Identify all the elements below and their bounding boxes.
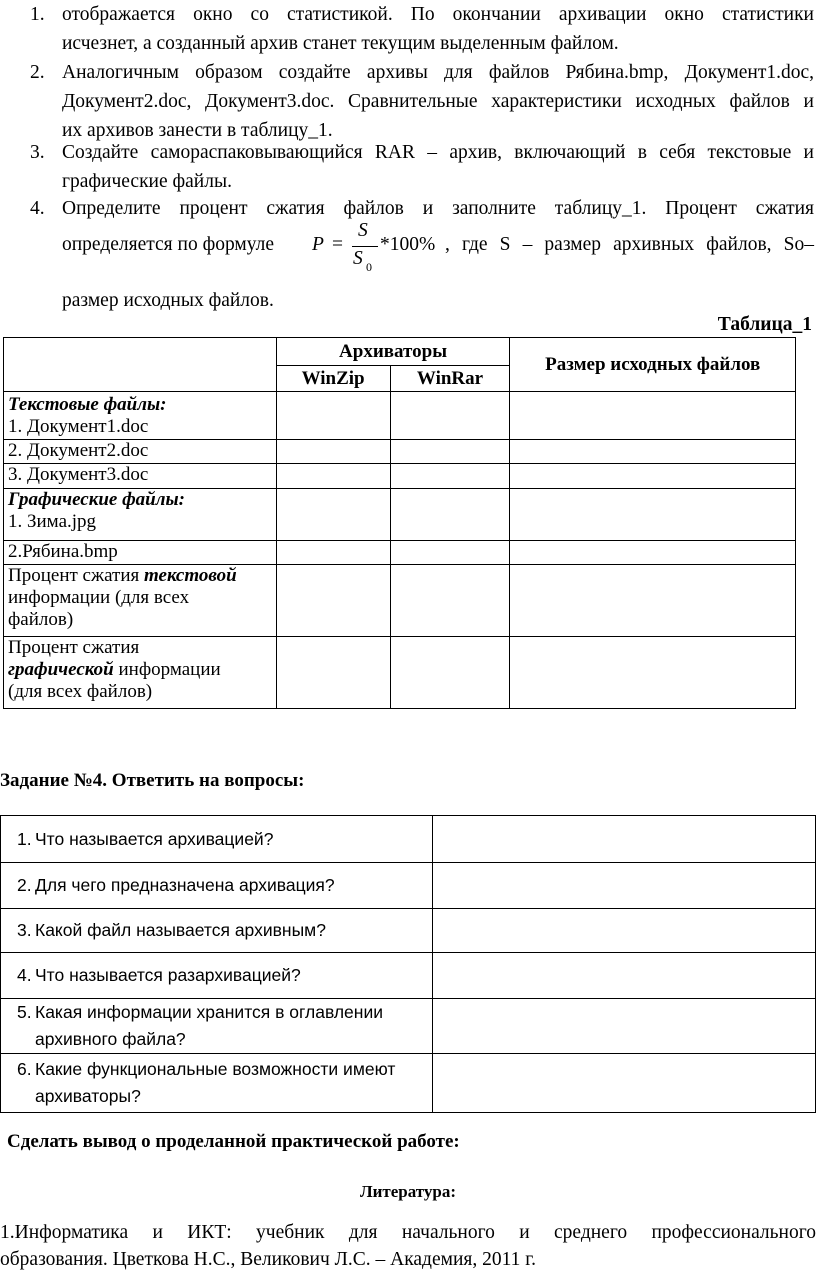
answer-cell[interactable] [432, 863, 815, 909]
question-text: Какие функциональные возможности имеют [35, 1059, 396, 1079]
table-row [4, 338, 796, 366]
table-cell [510, 565, 796, 637]
question-row [1, 863, 816, 909]
formula-subscript: 0 [366, 260, 372, 274]
conclusion-heading: Сделать вывод о проделанной практической работе: [7, 1131, 460, 1152]
row-label-cell [4, 489, 277, 541]
list-item-line: отображается окно со статистикой. По окончании архивации окно статистики [62, 4, 814, 25]
text-files-label: Текстовые файлы: [8, 394, 167, 415]
list-item-line: Аналогичным образом создайте архивы для файлов Рябина.bmp, Документ1.doc, [62, 62, 814, 83]
compression-table [3, 337, 796, 709]
question-row [1, 909, 816, 953]
questions-table [0, 815, 816, 1113]
table-cell [4, 338, 277, 392]
table-cell [510, 464, 796, 489]
pct-graph-a: Процент сжатия [8, 637, 140, 658]
table-cell [510, 541, 796, 565]
formula-p: P [312, 234, 324, 255]
question-number: 4. [17, 965, 32, 985]
table-cell [390, 489, 510, 541]
table-row [4, 489, 796, 541]
pct-text-b: текстовой [144, 565, 237, 586]
table-row [4, 541, 796, 565]
row-label-cell [4, 637, 277, 709]
question-number: 3. [17, 920, 32, 940]
formula-times: *100% [380, 234, 436, 255]
question-text: Какая информации хранится в оглавлении [35, 1002, 383, 1022]
table-cell [276, 392, 390, 440]
table-cell [276, 464, 390, 489]
table-cell [390, 392, 510, 440]
list-item-line: Создайте самораспаковывающийся RAR – архив, включающий в себя текстовые и [62, 142, 814, 163]
table-row [4, 637, 796, 709]
file-doc1: 1. Документ1.doc [8, 416, 149, 437]
file-doc2: 2. Документ2.doc [4, 440, 277, 464]
question-number: 6. [17, 1059, 32, 1079]
list-item-line: Определите процент сжатия файлов и заполните таблицу_1. Процент сжатия [62, 198, 814, 219]
table-cell [276, 489, 390, 541]
graphic-files-label: Графические файлы: [8, 489, 186, 510]
pct-text-a: Процент сжатия [8, 565, 145, 586]
list-item-1 [62, 0, 814, 58]
table-cell [390, 464, 510, 489]
formula-last-line: размер исходных файлов. [62, 290, 274, 311]
question-number: 1. [17, 828, 32, 849]
fraction-bar [352, 246, 378, 247]
question-text: Для чего предназначена архивация? [35, 875, 335, 895]
literature-line: 1.Информатика и ИКТ: учебник для начального и среднего профессионального [0, 1222, 816, 1243]
question-number: 2. [17, 875, 32, 895]
table-cell [276, 440, 390, 464]
question-cell [1, 1054, 433, 1113]
list-number: 1. [30, 4, 45, 25]
table-cell [510, 392, 796, 440]
table-row [4, 392, 796, 440]
formula-equals: = [332, 234, 343, 255]
literature-item [0, 1219, 816, 1273]
file-doc3: 3. Документ3.doc [4, 464, 277, 489]
file-img2: 2.Рябина.bmp [4, 541, 277, 565]
question-cell [1, 999, 433, 1054]
pct-text-d: файлов) [8, 609, 74, 630]
question-cell [1, 909, 433, 953]
table-cell [276, 541, 390, 565]
archivers-header: Архиваторы [276, 338, 510, 366]
answer-cell[interactable] [432, 953, 815, 999]
answer-cell[interactable] [432, 909, 815, 953]
question-cell [1, 953, 433, 999]
winrar-header: WinRar [390, 366, 510, 392]
table-cell [390, 637, 510, 709]
question-text-cont: архиваторы? [35, 1086, 141, 1106]
list-item-2 [62, 58, 814, 145]
table-row [4, 464, 796, 489]
question-row [1, 816, 816, 863]
question-text-cont: архивного файла? [35, 1029, 186, 1049]
formula-intro: определяется по формуле [62, 234, 275, 255]
row-label-cell [4, 565, 277, 637]
list-item-line: графические файлы. [62, 171, 232, 192]
file-img1: 1. Зима.jpg [8, 511, 97, 532]
list-item-3 [62, 138, 814, 196]
table-row [4, 565, 796, 637]
formula-numerator: S [358, 220, 368, 241]
table-cell [510, 440, 796, 464]
task4-title: Задание №4. Ответить на вопросы: [0, 770, 305, 791]
question-cell [1, 816, 433, 863]
list-number: 4. [30, 198, 45, 219]
winzip-header: WinZip [276, 366, 390, 392]
table-cell [510, 489, 796, 541]
list-item-line: их архивов занести в таблицу_1. [62, 120, 333, 141]
formula-denominator: S [353, 248, 363, 269]
list-item-line: исчезнет, а созданный архив станет текущим выделенным файлом. [62, 33, 619, 54]
answer-cell[interactable] [432, 1054, 815, 1113]
question-row [1, 1054, 816, 1113]
question-text: Что называется разархивацией? [35, 965, 301, 985]
formula-rest: , где S – размер архивных файлов, So– [445, 234, 814, 255]
literature-title: Литература: [359, 1182, 457, 1201]
table-cell [390, 541, 510, 565]
answer-cell[interactable] [432, 816, 815, 863]
formula-line [62, 218, 814, 276]
table-cell [276, 637, 390, 709]
table-cell [390, 565, 510, 637]
question-text: Какой файл называется архивным? [35, 920, 326, 940]
question-text: Что называется архивацией? [35, 828, 274, 849]
table-cell [276, 565, 390, 637]
question-number: 5. [17, 1002, 32, 1022]
list-item-line: Документ2.doc, Документ3.doc. Сравнительные характеристики исходных файлов и [62, 91, 814, 112]
question-row [1, 953, 816, 999]
table-cell [390, 440, 510, 464]
pct-graph-c: информации [113, 659, 221, 680]
list-number: 2. [30, 62, 45, 83]
question-row [1, 999, 816, 1054]
pct-graph-b: графической [8, 659, 114, 680]
row-label-cell [4, 392, 277, 440]
pct-text-c: информации (для всех [8, 587, 190, 608]
literature-line: образования. Цветкова Н.С., Великович Л.С. – Академия, 2011 г. [0, 1249, 536, 1270]
table-title: Таблица_1 [717, 314, 812, 335]
table-row [4, 440, 796, 464]
pct-graph-d: (для всех файлов) [8, 681, 153, 702]
answer-cell[interactable] [432, 999, 815, 1054]
table-cell [510, 637, 796, 709]
question-cell [1, 863, 433, 909]
list-number: 3. [30, 142, 45, 163]
source-size-header: Размер исходных файлов [510, 338, 796, 392]
